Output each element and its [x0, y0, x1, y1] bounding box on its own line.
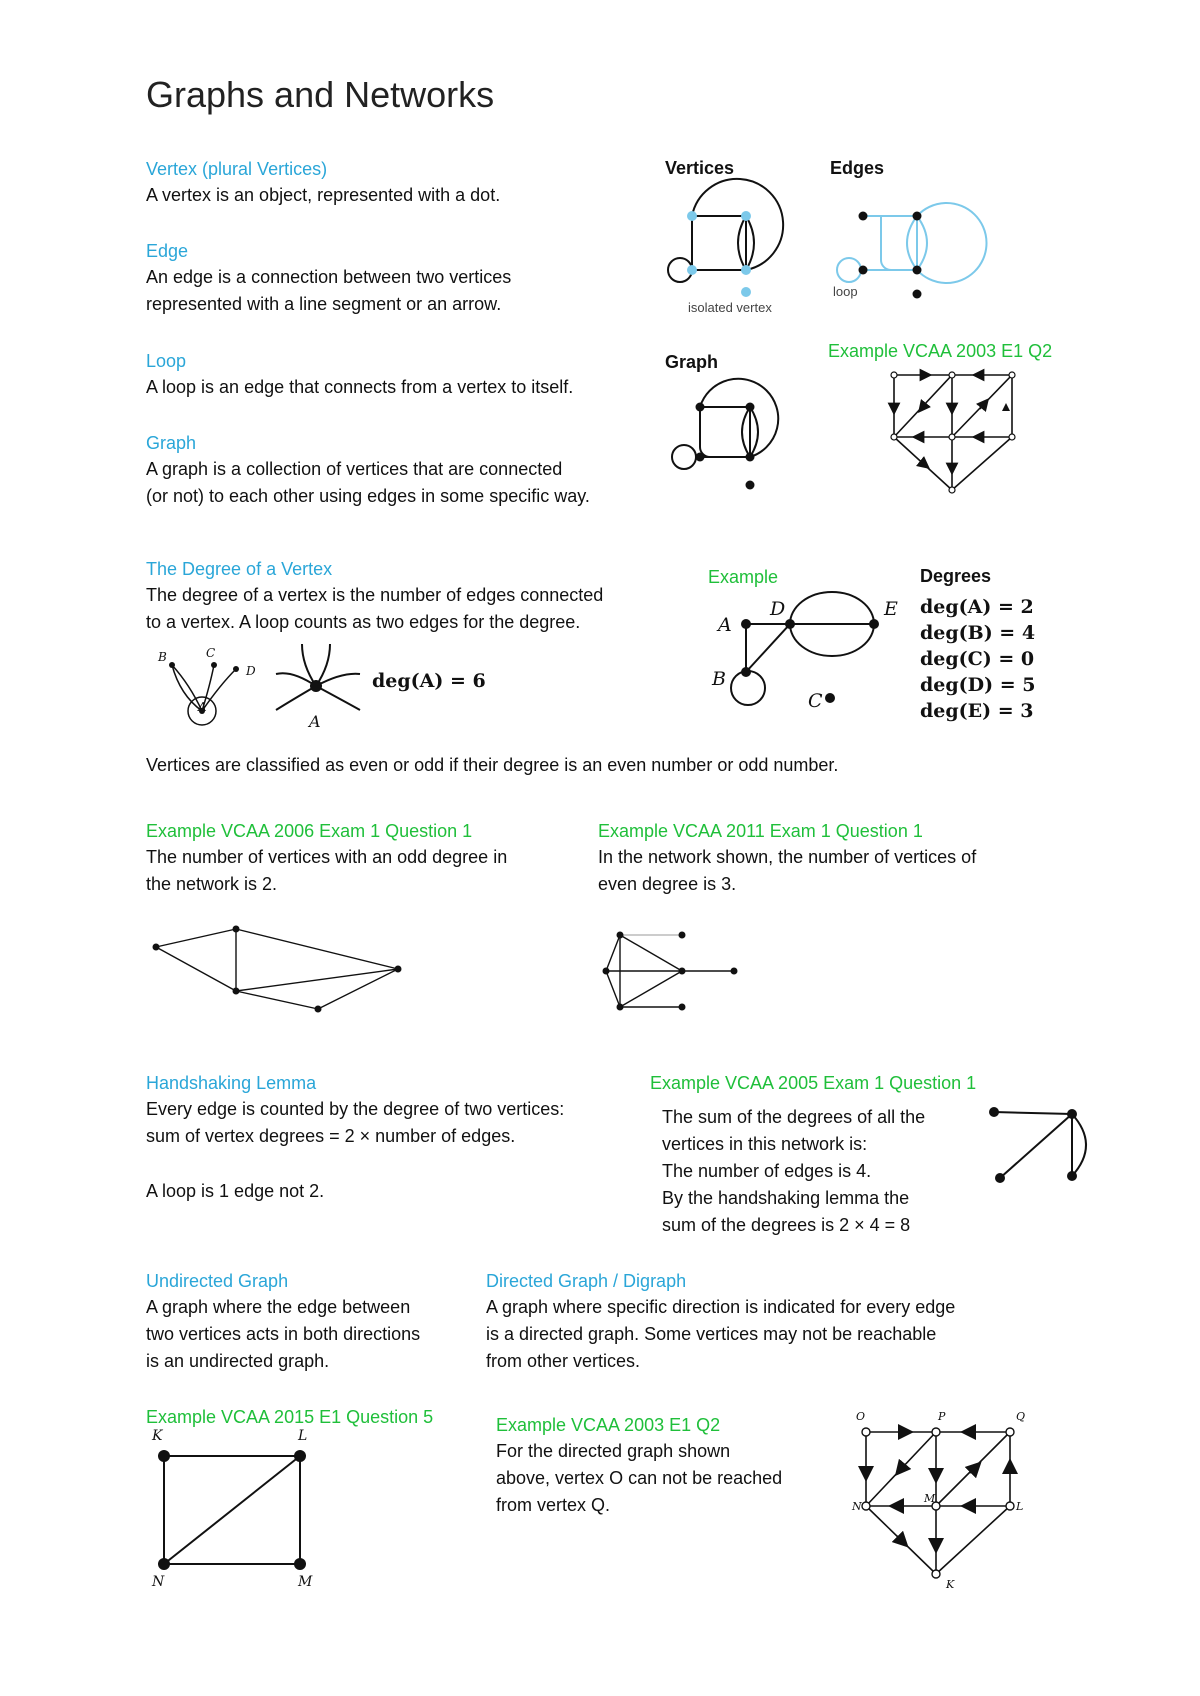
ex2005-text-4: By the handshaking lemma the: [662, 1188, 910, 1208]
edge-text-1: An edge is a connection between two vertices: [146, 267, 512, 287]
ex2005-text-2: vertices in this network is:: [662, 1134, 868, 1154]
dg-label-q: Q: [1016, 1410, 1026, 1423]
vertex-text: A vertex is an object, represented with a dot.: [146, 185, 501, 205]
ex2015-label-m: M: [298, 1574, 313, 1590]
degree-item: deg(B) = 4: [920, 622, 1036, 644]
ex2005-text-1: The sum of the degrees of all the: [662, 1107, 926, 1127]
example-label-b: B: [712, 668, 726, 690]
degree-heading: The Degree of a Vertex: [146, 559, 333, 579]
degree-text-1: The degree of a vertex is the number of edges connected: [146, 585, 604, 605]
loop-heading: Loop: [146, 351, 187, 371]
loop-label: loop: [833, 284, 858, 299]
ex2006-text-2: the network is 2.: [146, 874, 278, 894]
handshake-heading: Handshaking Lemma: [146, 1073, 317, 1093]
ex2005-text-5: sum of the degrees is 2 × 4 = 8: [662, 1215, 911, 1235]
ex2005-graph: [980, 1100, 1100, 1190]
ex2015-graph: [150, 1440, 320, 1580]
top-digraph: [880, 365, 1030, 505]
vertex-heading: Vertex (plural Vertices): [146, 159, 328, 179]
ex2003b-text-3: from vertex Q.: [496, 1495, 611, 1515]
deg-fig1-label-a: A: [198, 700, 207, 714]
graph-text-1: A graph is a collection of vertices that are connected: [146, 459, 563, 479]
degree-item: deg(C) = 0: [920, 648, 1035, 670]
deg-fig1-label-d: D: [246, 664, 256, 678]
ex2003b-text-2: above, vertex O can not be reached: [496, 1468, 783, 1488]
ex2005-text-3: The number of edges is 4.: [662, 1161, 872, 1181]
dg-label-p: P: [938, 1410, 946, 1423]
fig-vertices: [660, 180, 800, 315]
undirected-heading: Undirected Graph: [146, 1271, 289, 1291]
ex2011-graph: [598, 925, 748, 1015]
dg-label-o: O: [856, 1410, 866, 1423]
degree-formula: deg(A) = 6: [372, 670, 486, 692]
page-title: Graphs and Networks: [146, 74, 495, 115]
degree-text-2: to a vertex. A loop counts as two edges for the degree.: [146, 612, 581, 632]
ex2015-label-k: K: [152, 1428, 163, 1444]
example-label-c: C: [808, 690, 823, 712]
degree-item: deg(D) = 5: [920, 674, 1036, 696]
degree-example-heading: Example: [708, 567, 779, 587]
ex2006-text-1: The number of vertices with an odd degree in: [146, 847, 508, 867]
handshake-text-1: Every edge is counted by the degree of two vertices:: [146, 1099, 565, 1119]
ex2011-text-2: even degree is 3.: [598, 874, 737, 894]
dg-label-k: K: [946, 1578, 955, 1591]
fig-vertices-label: Vertices: [665, 158, 735, 178]
bottom-digraph: [850, 1418, 1030, 1598]
ex2003b-heading: Example VCAA 2003 E1 Q2: [496, 1415, 721, 1435]
dg-label-l: L: [1016, 1500, 1024, 1513]
edge-heading: Edge: [146, 241, 189, 261]
edge-text-2: represented with a line segment or an arrow.: [146, 294, 502, 314]
ex2015-label-l: L: [298, 1428, 308, 1444]
ex2011-text-1: In the network shown, the number of vertices of: [598, 847, 977, 867]
directed-text-3: from other vertices.: [486, 1351, 641, 1371]
example-label-a: A: [718, 614, 732, 636]
ex2015-heading: Example VCAA 2015 E1 Question 5: [146, 1407, 434, 1427]
degree-example-graph: [700, 588, 910, 718]
example-label-d: D: [770, 598, 786, 620]
degree-fig-2: [272, 640, 372, 730]
handshake-text-2: sum of vertex degrees = 2 × number of edges.: [146, 1126, 516, 1146]
handshake-text-3: A loop is 1 edge not 2.: [146, 1181, 325, 1201]
top-digraph-heading: Example VCAA 2003 E1 Q2: [828, 341, 1053, 361]
deg-fig2-label-a: A: [309, 712, 321, 731]
fig-graph: [660, 375, 800, 505]
undirected-text-3: is an undirected graph.: [146, 1351, 330, 1371]
degree-item: deg(A) = 2: [920, 596, 1034, 618]
ex2011-heading: Example VCAA 2011 Exam 1 Question 1: [598, 821, 923, 841]
undirected-text-2: two vertices acts in both directions: [146, 1324, 421, 1344]
dg-label-m: M: [924, 1492, 936, 1505]
ex2005-heading: Example VCAA 2005 Exam 1 Question 1: [650, 1073, 977, 1093]
directed-text-1: A graph where specific direction is indicated for every edge: [486, 1297, 956, 1317]
graph-text-2: (or not) to each other using edges in some specific way.: [146, 486, 590, 506]
ex2003b-text-1: For the directed graph shown: [496, 1441, 731, 1461]
isolated-vertex-label: isolated vertex: [688, 300, 772, 315]
graph-heading: Graph: [146, 433, 197, 453]
deg-fig1-label-c: C: [206, 646, 216, 660]
ex2015-label-n: N: [152, 1574, 165, 1590]
degrees-list: [920, 594, 1035, 724]
directed-text-2: is a directed graph. Some vertices may not be reachable: [486, 1324, 937, 1344]
undirected-text-1: A graph where the edge between: [146, 1297, 411, 1317]
ex2006-graph: [148, 925, 408, 1025]
directed-heading: Directed Graph / Digraph: [486, 1271, 687, 1291]
classification-text: Vertices are classified as even or odd if their degree is an even number or odd number.: [146, 755, 839, 775]
example-label-e: E: [884, 598, 898, 620]
ex2006-heading: Example VCAA 2006 Exam 1 Question 1: [146, 821, 473, 841]
deg-fig1-label-b: B: [158, 650, 167, 664]
fig-graph-label: Graph: [665, 352, 719, 372]
degrees-label: Degrees: [920, 566, 992, 586]
dg-label-n: N: [852, 1500, 862, 1513]
loop-text: A loop is an edge that connects from a vertex to itself.: [146, 377, 574, 397]
degree-item: deg(E) = 3: [920, 700, 1034, 722]
fig-edges-label: Edges: [830, 158, 885, 178]
